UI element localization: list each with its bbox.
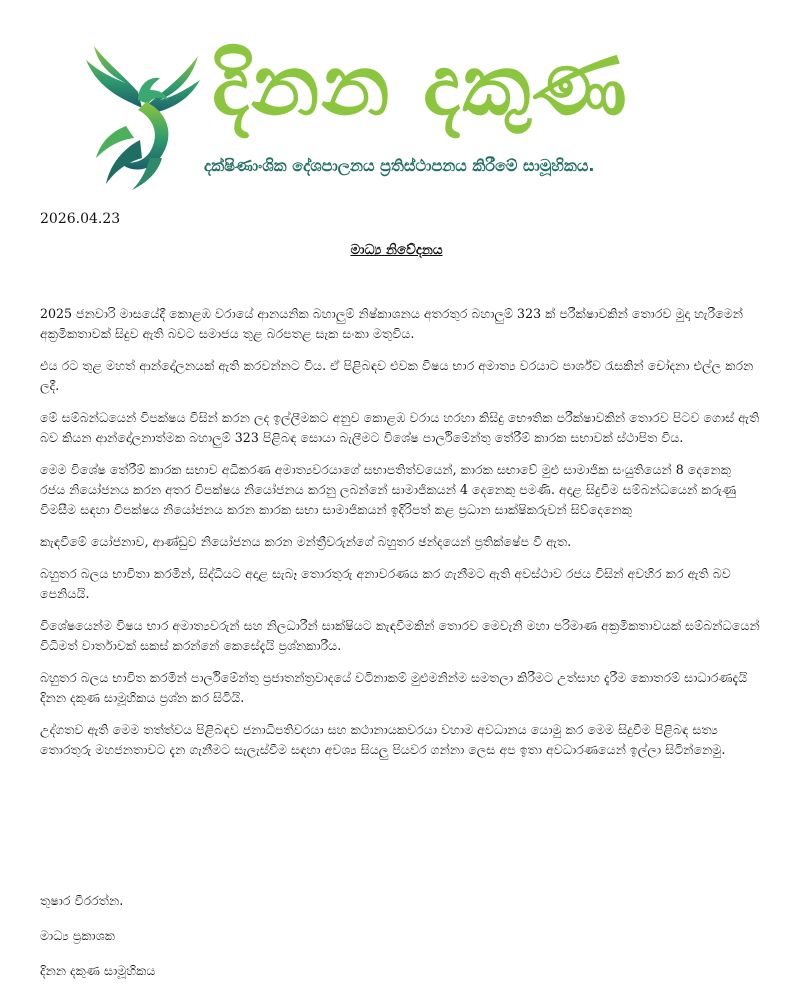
signatory-role: මාධ්‍ය ප්‍රකාශක	[40, 928, 115, 943]
paragraph: බහුතර බලය භාවිත කරමින් පාර්ලිමේන්තු ප්‍රජාතන්ත්‍රවාදයේ වටිනාකම් මුළුමනින්ම සමතලා කිරීමට උත්සාහ දැරීම කොතරම් සාධාරණදැයි දිනන දකුණ සාමූහිකය ප්‍රශ්න කර සිටියි.	[40, 670, 748, 705]
brand-title: දිනන දකුණ	[212, 36, 629, 134]
signatory-name: තුෂාර වීරරත්න.	[40, 893, 124, 908]
press-release-date: 2026.04.23	[40, 211, 121, 227]
phoenix-icon	[80, 40, 205, 190]
paragraph: විශේෂයෙන්ම විෂය භාර අමාත්‍යවරුන් සහ නිලධාරීන් සාක්ෂියට කැඳවීමකින් තොරව මෙවැනි මහා පරිමාණ අක්‍රමිකතාවයක් සම්බන්ධයෙන් විධිමත් වාර්තාවක් සකස් කරන්නේ කෙසේදැයි ප්‍රශ්නකාරීය.	[40, 618, 760, 653]
letterhead	[80, 36, 730, 190]
paragraph: උද්ගතව ඇති මෙම තත්ත්වය පිළිබඳව ජනාධිපතිවරයා සහ කථානායකවරයා වහාම අවධානය යොමු කර මෙම සිදුවීම පිළිබඳ සත්‍ය තොරතුරු මහජනතාවට දැන ගැනීමට සැලැස්වීම සඳහා අවශ්‍ය සියලු පියවර ගන්නා ලෙස අප ඉතා අවධාරණයෙන් ඉල්ලා සිටින්නෙමු.	[40, 722, 726, 757]
signatory-organization: දිනන දකුණ සාමූහිකය	[40, 963, 156, 978]
paragraph: මෙම විශේෂ තේරීම් කාරක සභාව අධිකරණ අමාත්‍යවරයාගේ සභාපතිත්වයෙන්, කාරක සභාවේ මුළු සාමාජික සංයුතියෙන් 8 දෙනෙකු රජය නියෝජනය කරන අතර විපක්ෂය නියෝජනය කරනු ලබන්නේ සාමාජිකයන් 4 දෙනෙකු පමණි. අදාළ සිදුවීම සම්බන්ධයෙන් කරුණු විමසීම සඳහා විපක්ෂය නියෝජනය කරන කාරක සභා සාමාජිකයන් ඉදිරිපත් කළ ප්‍රධාන සාක්ෂිකරුවන් සිව්දෙනෙකු	[40, 462, 737, 517]
paragraph: බහුතර බලය භාවිතා කරමින්, සිද්ධියට අදාළ සැබෑ තොරතුරු අනාවරණය කර ගැනීමට ඇති අවස්ථාව රජය විසින් අවහිර කර ඇති බව පෙනියයි.	[40, 566, 731, 601]
paragraph: කැඳවීමේ යෝජනාව, ආණ්ඩුව නියෝජනය කරන මන්ත්‍රීවරුන්ගේ බහුතර ඡන්දයෙන් ප්‍රතික්ෂේප වී ඇත.	[40, 534, 572, 549]
paragraph: 2025 ජනවාරි මාසයේදී කොළඹ වරායේ ආනයනික බහාලුම් නිෂ්කාශනය අතරතුර බහාලුම් 323 ක් පරීක්ෂාවකින් තොරව මුදා හැරීමෙන් අක්‍රමිකතාවක් සිදුව ඇති බවට සමාජය තුළ බරපතළ සැක සංකා මතුවිය.	[40, 306, 744, 341]
paragraph: මේ සම්බන්ධයෙන් විපක්ෂය විසින් කරන ලද ඉල්ලීමකට අනුව කොළඹ වරාය හරහා කිසිදු භෞතික පරීක්ෂාවකින් තොරව පිටව ගොස් ඇති බව කියන ආන්දෝලනාත්මක බහාලුම් 323 පිළිබඳ සොයා බැලීමට විශේෂ පාර්ලිමේන්තු තේරීම් කාරක සභාවක් ස්ථාපිත විය.	[40, 410, 760, 445]
paragraph: එය රට තුළ මහත් ආන්දෝලනයක් ඇති කරවන්නට විය. ඒ පිළිබඳව එවක විෂය භාර අමාත්‍ය වරයාට පාර්ශ්ව රැසකින් චෝදනා එල්ල කරන ලදී.	[40, 358, 754, 393]
brand-subtitle: දක්ෂිණාංශික දේශපාලනය ප්‍රතිස්ථාපනය කිරීමේ සාමූහිකය.	[204, 156, 595, 175]
document-title: මාධ්‍ය නිවේදනය	[350, 242, 443, 258]
press-release-body	[40, 304, 760, 772]
